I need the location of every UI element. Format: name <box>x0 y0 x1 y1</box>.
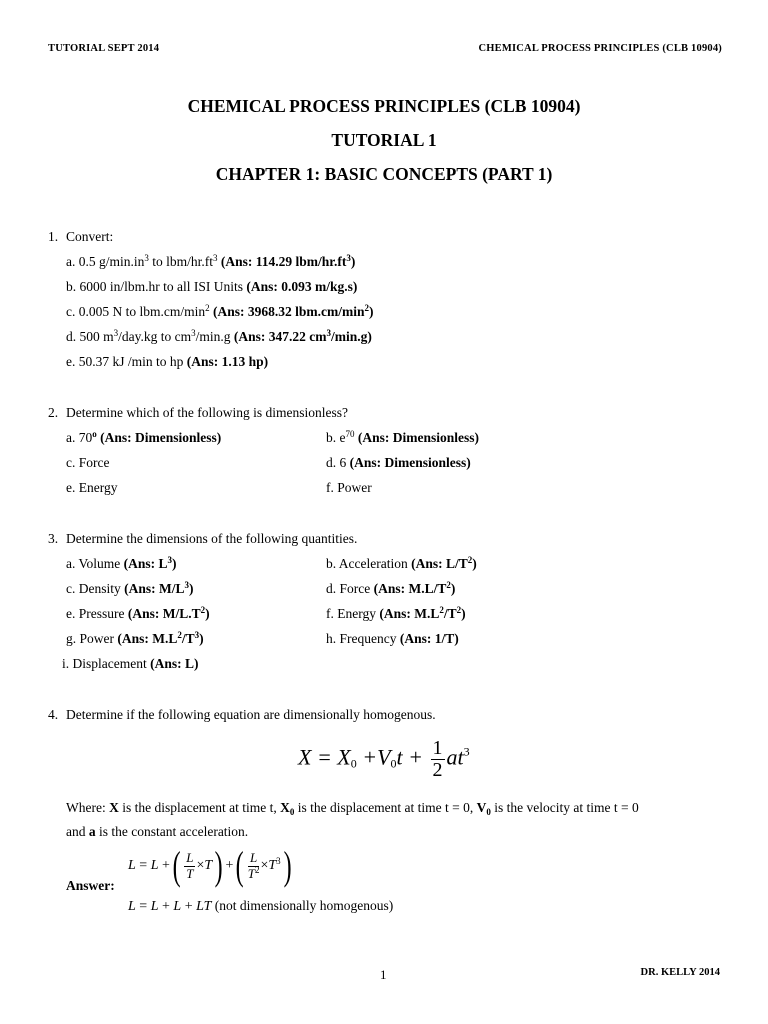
page-number: 1 <box>380 967 387 982</box>
question-number: 4. <box>48 707 59 722</box>
tutorial-title: TUTORIAL 1 <box>331 130 437 150</box>
answer-equation-1: L = L +( $\frac{L}{T}$ ×T) +( $\frac{L}{T^2}$ $\times T^3$) <box>128 843 292 888</box>
question-text: Determine if the following equation are dimensionally homogenous. <box>66 707 436 722</box>
question-text: Determine which of the following is dimensionless? <box>66 405 348 420</box>
q1-item-b: b. 6000 in/lbm.hr to all ISI Units (Ans: 0.093 m/kg.s) <box>66 279 358 294</box>
question-number: 3. <box>48 531 59 546</box>
footer-author: DR. KELLY 2014 <box>640 967 720 978</box>
q2-item-a: a. 70$^o$ (Ans: Dimensionless) <box>66 429 222 445</box>
question-text: Determine the dimensions of the following quantities. <box>66 531 358 546</box>
question-number: 2. <box>48 405 59 420</box>
header-right: CHEMICAL PROCESS PRINCIPLES (CLB 10904) <box>478 43 722 54</box>
q2-item-b: b. $e^{70}$ (Ans: Dimensionless) <box>326 429 480 445</box>
q2-item-d: d. 6 (Ans: Dimensionless) <box>326 455 471 470</box>
q3-item-e: e. Pressure (Ans: $M/L.T^2$) <box>66 605 210 621</box>
chapter-title: CHAPTER 1: BASIC CONCEPTS (PART 1) <box>215 164 553 184</box>
displacement-equation: $X = X_0 +V_0t$ + $\frac{1}{2}$ $at^3$ <box>298 737 470 781</box>
question-number: 1. <box>48 229 59 244</box>
q3-item-f: f. Energy (Ans: $M.L^2/T^2$) <box>326 605 466 621</box>
q3-item-d: d. Force (Ans: $M.L/T^2$) <box>326 580 456 596</box>
answer-label: Answer: <box>66 878 115 893</box>
q1-item-d: d. 500 $m^3/day.kg$ to $cm^3/\min.g$ (Ans: 347.22 $cm^3/\min.g$) <box>66 328 372 344</box>
course-title: CHEMICAL PROCESS PRINCIPLES (CLB 10904) <box>187 96 581 116</box>
q3-item-b: b. Acceleration (Ans: $L/T^2$) <box>326 555 477 571</box>
q2-item-c: c. Force <box>66 455 110 470</box>
q1-item-a: a. 0.5 $g/\min.in^3$ to lbm/$hr.ft^3$ (Ans: 114.29 lbm/$hr.ft^3$) <box>66 253 356 269</box>
q3-item-g: g. Power (Ans: $M.L^2/T^3$) <box>66 630 204 646</box>
q3-item-a: a. Volume (Ans: $L^3$) <box>66 555 177 571</box>
header-left: TUTORIAL SEPT 2014 <box>48 43 160 54</box>
where-line-2: and a is the constant acceleration. <box>66 824 249 839</box>
q3-item-i: i. Displacement (Ans: L) <box>62 656 199 671</box>
q1-item-e: e. 50.37 kJ /min to hp (Ans: 1.13 hp) <box>66 354 269 369</box>
question-text: Convert: <box>66 229 114 244</box>
answer-equation-2: L = L + L + LT (not dimensionally homogenous) <box>128 898 394 914</box>
q3-item-c: c. Density (Ans: $M/L^3$) <box>66 580 194 596</box>
where-line-1: Where: X is the displacement at time t, $X_0$ is the displacement at time t = 0, $V_0$ is the velocity at time t = 0 <box>66 800 639 817</box>
q2-item-f: f. Power <box>326 480 372 495</box>
q2-item-e: e. Energy <box>66 480 118 495</box>
q3-item-h: h. Frequency (Ans: 1/T) <box>326 631 459 646</box>
q1-item-c: c. 0.005 N to $lbm.cm/\min^2$ (Ans: 3968.32 $lbm.cm/\min^2$) <box>66 303 374 319</box>
